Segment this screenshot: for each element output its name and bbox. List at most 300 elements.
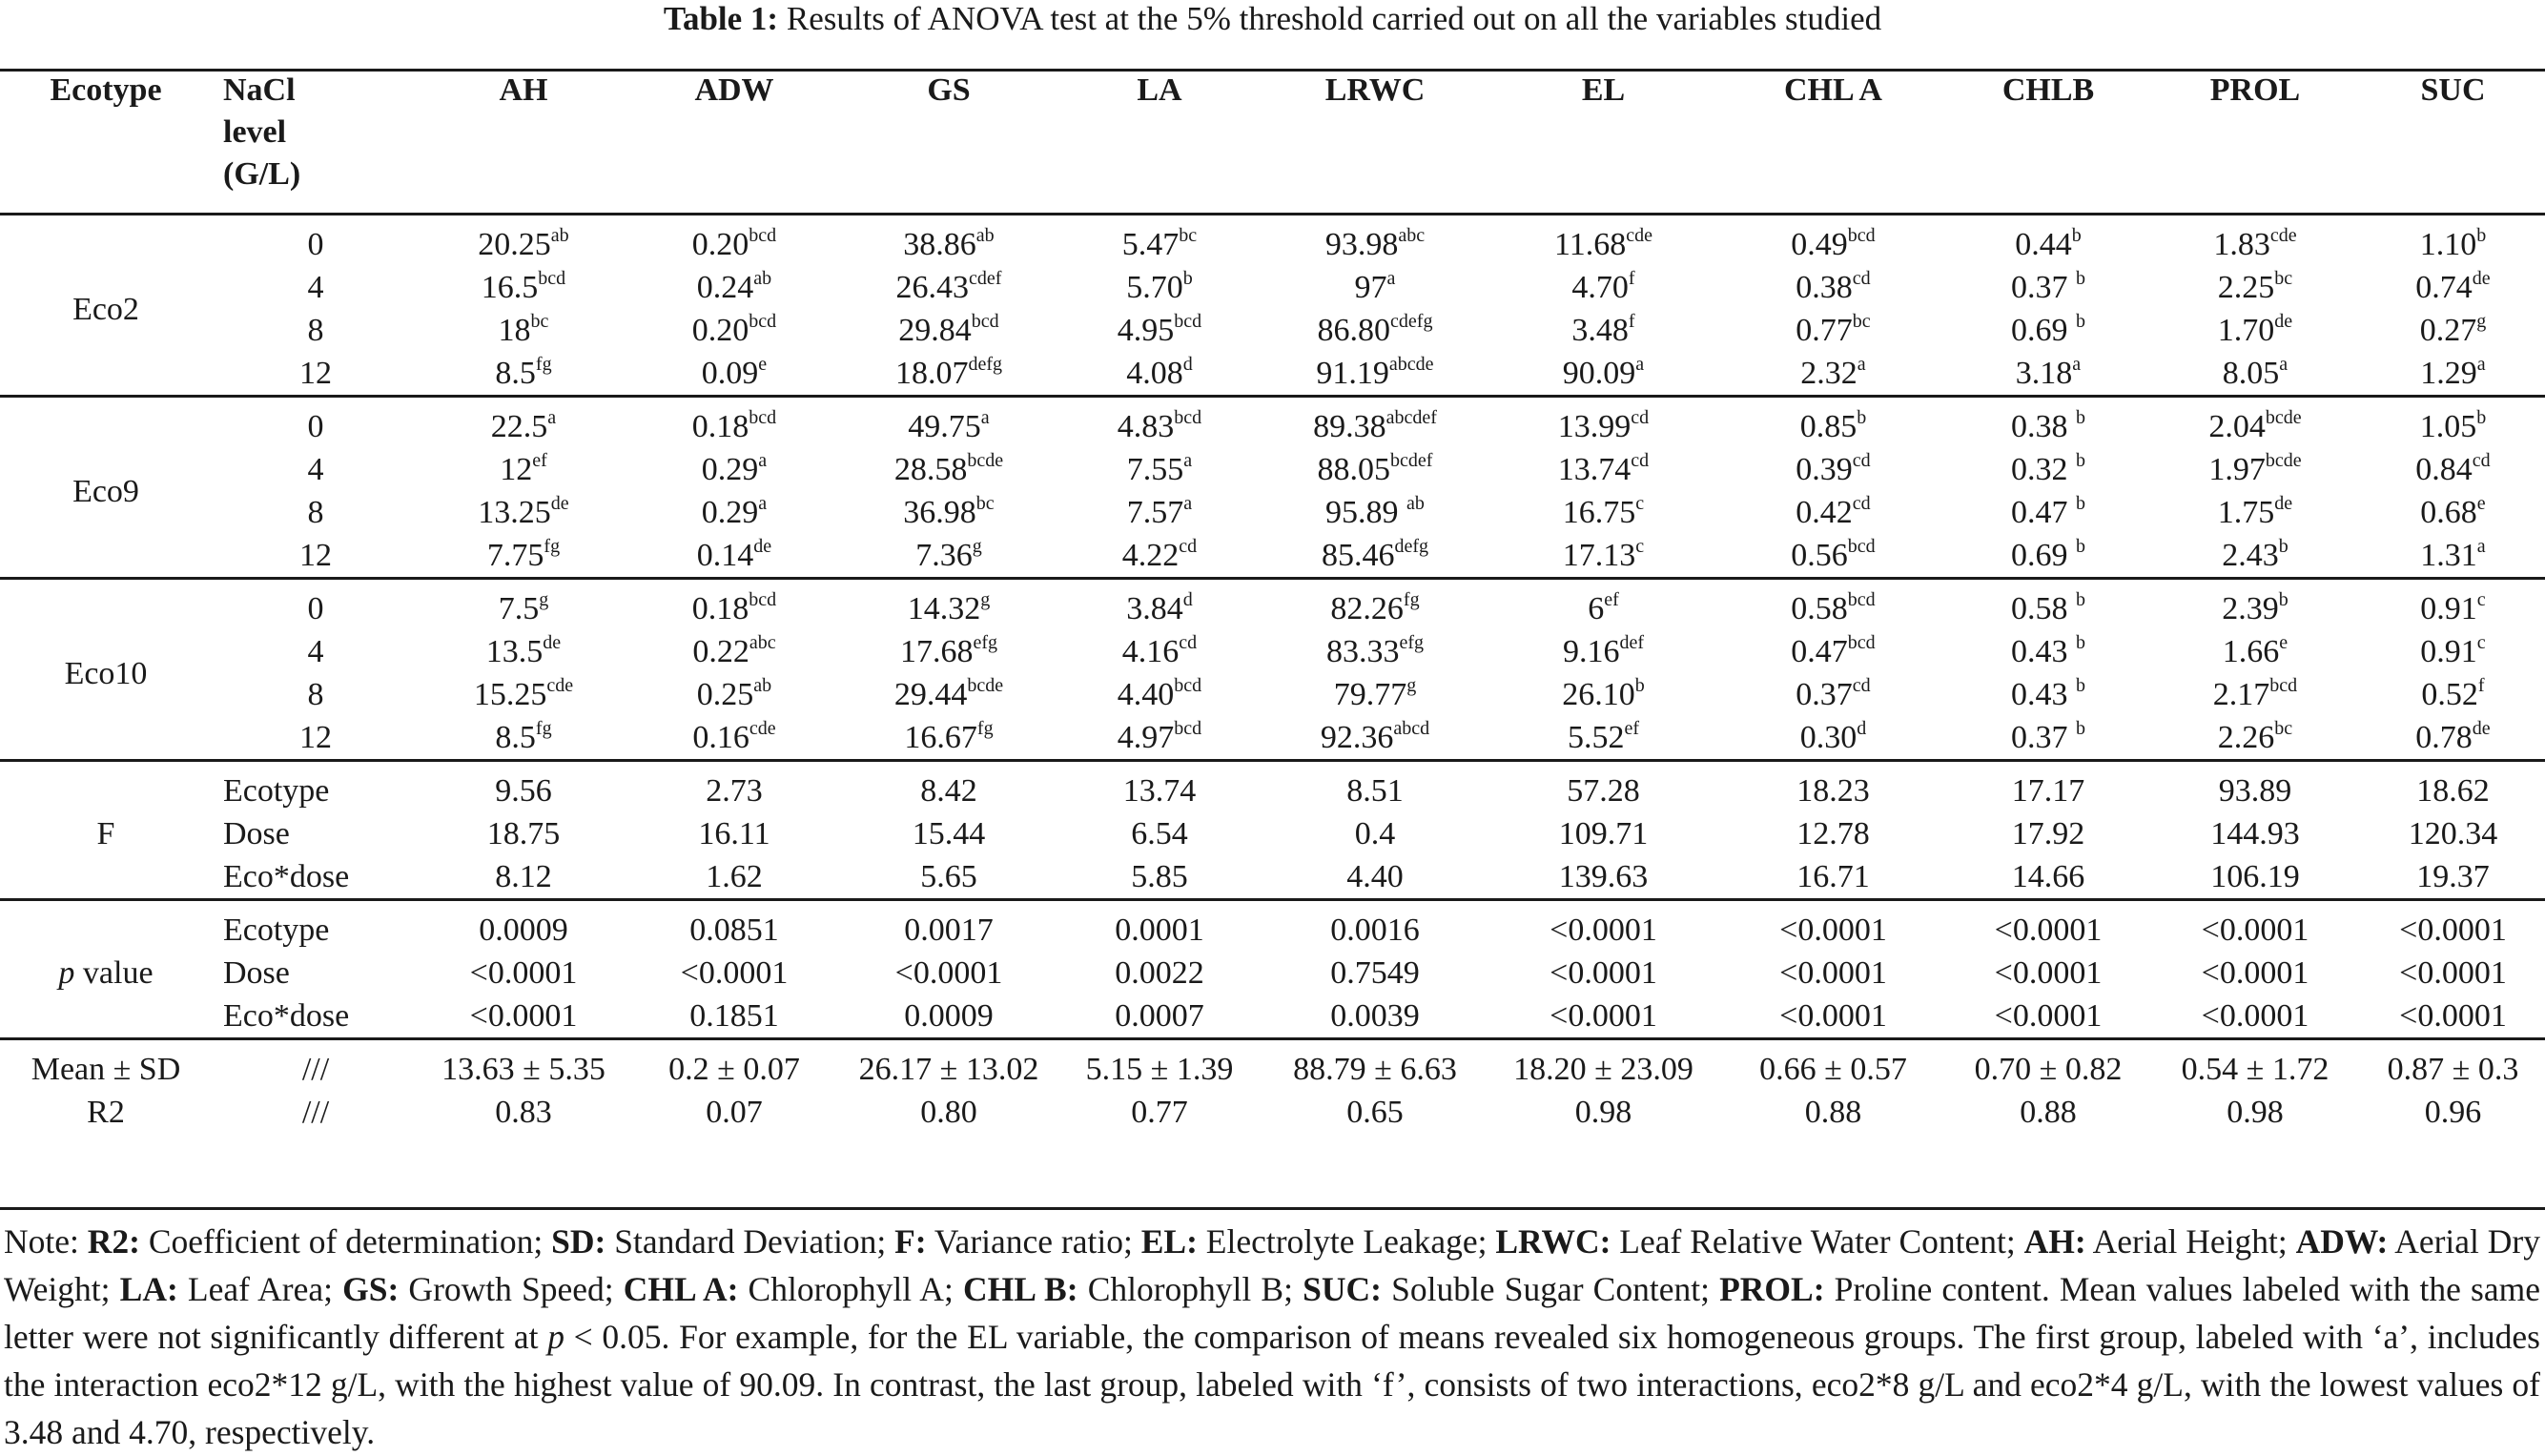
mean-value: 2.32 [1800,356,1857,391]
group-letter: b [2476,407,2487,428]
group-letter: cd [1852,450,1871,471]
nacl-level-value: 8 [307,495,324,530]
p-value: <0.0001 [2149,900,2361,953]
group-letter: e [758,354,768,375]
summary-value: 0.07 [706,1095,763,1130]
f-value: 144.93 [2210,816,2300,851]
mean-value: 92.36 [1320,720,1394,755]
group-letter: b [2076,407,2085,428]
group-letter: bcd [1174,311,1202,332]
mean-cell [1488,352,1719,397]
group-letter: a [1857,354,1866,375]
f-value: 18.75 [486,816,561,851]
mean-cell [1057,215,1262,267]
group-letter: cdefg [1390,311,1433,332]
note-term: CHL B: [962,1270,1078,1308]
mean-cell [1947,491,2149,534]
mean-value: 16.75 [1562,495,1636,530]
mean-cell [1719,673,1947,716]
caption-label: Table 1: [663,0,779,37]
p-value: <0.0001 [469,998,578,1034]
mean-cell [1719,630,1947,673]
mean-value: 0.29 [701,452,759,487]
mean-cell [1057,309,1262,352]
note-sentence-a: Mean values labeled with the same letter were not significantly different at [4,1270,2540,1356]
mean-cell [1947,448,2149,491]
mean-cell [420,215,627,267]
group-letter: a [1386,268,1396,289]
group-letter: cd [1631,407,1650,428]
summary-value: 0.54 ± 1.72 [2149,1039,2361,1092]
column-header: Ecotype [50,72,162,108]
p-value: 0.0022 [1115,955,1204,991]
p-value: 0.0017 [841,900,1057,953]
mean-value: 79.77 [1333,677,1407,712]
mean-cell [627,448,841,491]
note-definition: Aerial Height; [2085,1222,2296,1261]
mean-cell [627,309,841,352]
group-letter: e [2476,493,2486,514]
mean-cell [2361,448,2545,491]
mean-value: 0.16 [692,720,749,755]
mean-value: 0.37 [1796,677,1853,712]
mean-value: 0.43 [2011,634,2076,669]
mean-cell [1719,448,1947,491]
f-value: 19.37 [2416,859,2490,894]
group-letter: g [2476,311,2487,332]
group-letter: bcd [2269,675,2298,696]
table-row [0,491,2545,534]
source-label: Ecotype [212,900,420,953]
p-value: <0.0001 [2399,955,2507,991]
mean-value: 0.22 [692,634,749,669]
mean-value: 85.46 [1321,538,1395,573]
group-letter: fg [976,718,994,739]
column-header-line: level [223,114,287,150]
group-letter: bc [2274,718,2293,739]
mean-cell [1262,448,1488,491]
summary-row [0,1091,2545,1134]
group-letter: ab [753,268,772,289]
column-header: AH [499,72,548,108]
mean-cell [627,215,841,267]
group-letter: cde [749,718,776,739]
group-letter: b [2076,311,2085,332]
mean-value: 17.13 [1562,538,1636,573]
summary-value: 18.20 ± 23.09 [1488,1039,1719,1092]
note-term: SUC: [1303,1270,1382,1308]
mean-value: 0.74 [2415,270,2473,305]
mean-cell [1488,215,1719,267]
mean-value: 15.25 [473,677,547,712]
group-letter: bc [1852,311,1871,332]
mean-cell [2361,491,2545,534]
mean-cell [2361,397,2545,449]
group-letter: bc [1179,225,1198,246]
mean-cell [1719,352,1947,397]
mean-value: 4.08 [1126,356,1183,391]
table-row [0,673,2545,716]
group-letter: bcd [749,407,777,428]
f-value: 0.4 [1354,816,1396,851]
summary-value: 88.79 ± 6.63 [1262,1039,1488,1092]
mean-value: 12 [500,452,533,487]
note-definition: Standard Deviation; [605,1222,895,1261]
f-value: 6.54 [1131,816,1188,851]
group-letter: b [1857,407,1867,428]
mean-value: 13.25 [478,495,551,530]
mean-cell [841,397,1057,449]
group-letter: fg [544,536,561,557]
note-term: GS: [342,1270,400,1308]
mean-cell [1947,534,2149,579]
p-row [0,995,2545,1039]
group-letter: f [1628,311,1635,332]
summary-value: 0.80 [920,1095,977,1130]
table-row [0,352,2545,397]
mean-value: 2.26 [2217,720,2275,755]
group-letter: b [2071,225,2082,246]
mean-cell [2361,716,2545,761]
mean-cell [2149,352,2361,397]
mean-value: 2.17 [2212,677,2270,712]
mean-cell [1057,716,1262,761]
group-letter: b [1634,675,1645,696]
p-label-rest: value [74,955,154,991]
ecotype-label: Eco9 [0,397,212,579]
mean-cell [1488,448,1719,491]
mean-cell [627,673,841,716]
source-label: Eco*dose [223,859,350,894]
mean-value: 7.75 [486,538,544,573]
mean-value: 0.47 [2011,495,2076,530]
note-term: F: [894,1222,927,1261]
group-letter: bcd [749,589,777,610]
nacl-level-value: 8 [307,677,324,712]
p-value: 0.0851 [627,900,841,953]
mean-cell [2149,630,2361,673]
mean-cell [2361,266,2545,309]
mean-value: 1.05 [2419,409,2477,444]
note-definition: Growth Speed; [399,1270,624,1308]
mean-cell [841,630,1057,673]
group-letter: efg [1399,632,1425,653]
mean-value: 13.5 [485,634,544,669]
summary-value: 0.96 [2424,1095,2482,1130]
group-letter: fg [1403,589,1420,610]
source-label: Dose [223,955,290,991]
group-letter: b [2278,536,2288,557]
note-term: PROL: [1719,1270,1825,1308]
ecotype-label: Eco2 [0,215,212,397]
mean-value: 0.37 [2011,720,2076,755]
summary-value: 0.88 [1804,1095,1862,1130]
group-letter: ef [1624,718,1640,739]
mean-value: 97 [1354,270,1387,305]
mean-value: 0.85 [1799,409,1857,444]
f-value: 1.62 [706,859,763,894]
p-value: <0.0001 [1719,900,1947,953]
group-letter: de [2274,311,2293,332]
group-letter: bcde [2265,407,2302,428]
summary-label: Mean ± SD [0,1039,212,1092]
table-note [4,1218,2540,1456]
mean-value: 1.70 [2217,313,2275,348]
mean-cell [420,397,627,449]
group-letter: bcd [971,311,999,332]
mean-value: 0.30 [1799,720,1857,755]
note-term: LRWC: [1495,1222,1611,1261]
note-definition: Variance ratio; [926,1222,1141,1261]
group-letter: bcd [538,268,566,289]
f-row [0,761,2545,813]
group-letter: g [972,536,982,557]
note-term: AH: [2023,1222,2086,1261]
mean-cell [1057,491,1262,534]
mean-cell [1947,716,2149,761]
f-value: 16.11 [698,816,770,851]
group-letter: b [2076,268,2085,289]
mean-value: 11.68 [1553,227,1627,262]
mean-cell [1057,534,1262,579]
f-value: 17.17 [1947,761,2149,813]
mean-cell [627,352,841,397]
mean-cell [841,673,1057,716]
mean-cell [2361,309,2545,352]
group-letter: b [2076,536,2085,557]
p-value: 0.0007 [1115,998,1204,1034]
f-value: 14.66 [2011,859,2085,894]
mean-value: 8.5 [495,720,536,755]
mean-cell [1262,534,1488,579]
mean-value: 0.37 [2011,270,2076,305]
f-value: 8.12 [495,859,552,894]
mean-value: 13.99 [1557,409,1632,444]
group-letter: b [2076,450,2085,471]
note-definition: Leaf Relative Water Content; [1611,1222,2024,1261]
mean-value: 0.91 [2420,591,2477,626]
group-letter: bcd [749,225,777,246]
f-value: 15.44 [912,816,986,851]
group-letter: bcd [1174,718,1202,739]
mean-cell [1947,630,2149,673]
group-letter: bcdef [1390,450,1433,471]
mean-cell [2361,630,2545,673]
group-letter: fg [535,354,552,375]
mean-cell [1057,266,1262,309]
group-letter: b [2076,632,2085,653]
mean-cell [2361,673,2545,716]
mean-value: 0.24 [696,270,754,305]
mean-value: 0.69 [2011,538,2076,573]
nacl-level-value: 12 [299,720,332,755]
mean-value: 4.97 [1117,720,1175,755]
note-term: ADW: [2295,1222,2389,1261]
table-row [0,397,2545,449]
mean-cell [2149,673,2361,716]
mean-cell [627,630,841,673]
mean-cell [2149,448,2361,491]
group-letter: de [2274,493,2293,514]
mean-value: 38.86 [903,227,976,262]
mean-value: 2.25 [2217,270,2275,305]
group-letter: abc [1398,225,1426,246]
f-value: 57.28 [1488,761,1719,813]
table-row [0,716,2545,761]
p-value: <0.0001 [2201,998,2309,1034]
mean-value: 13.74 [1557,452,1632,487]
nacl-level-value: 12 [299,538,332,573]
mean-cell [420,491,627,534]
group-letter: cd [1852,268,1871,289]
mean-cell [841,534,1057,579]
mean-cell [2149,491,2361,534]
mean-value: 4.22 [1121,538,1180,573]
mean-value: 1.75 [2217,495,2275,530]
group-letter: a [2476,536,2486,557]
group-letter: c [2476,589,2486,610]
group-letter: b [2076,675,2085,696]
mean-value: 0.58 [2011,591,2076,626]
mean-cell [1719,266,1947,309]
mean-value: 0.56 [1791,538,1848,573]
table-row [0,630,2545,673]
mean-value: 26.43 [895,270,970,305]
group-letter: a [2072,354,2082,375]
mean-cell [2361,215,2545,267]
summary-value: 0.65 [1346,1095,1404,1130]
group-letter: abcde [1388,354,1434,375]
p-value: <0.0001 [2201,955,2309,991]
mean-cell [2149,215,2361,267]
mean-value: 5.47 [1121,227,1180,262]
mean-cell [841,491,1057,534]
column-header: EL [1581,72,1626,108]
mean-cell [2149,534,2361,579]
note-sentence-b: < 0.05. For example, for the EL variable, the comparison of means revealed six homogeneous groups. The first group, labeled with ‘a’, includes the interaction eco2*12 g/L, with the highest value of 90.09. In contrast, the last group, labeled with ‘f’, consists of two interactions, eco2*8 g/L and eco2*4 g/L, with the lowest values of 3.48 and 4.70, respectively. [4,1318,2540,1451]
p-value: 0.7549 [1330,955,1420,991]
group-letter: abcdef [1385,407,1437,428]
mean-value: 9.16 [1562,634,1620,669]
mean-cell [1719,397,1947,449]
group-letter: ab [1406,493,1425,514]
note-prefix: Note: [4,1222,88,1261]
mean-cell [627,397,841,449]
mean-value: 0.77 [1796,313,1853,348]
column-header: PROL [2209,72,2301,108]
mean-value: 2.39 [2222,591,2279,626]
group-letter: defg [968,354,1003,375]
column-header-line: NaCl [223,72,296,108]
mean-value: 4.16 [1121,634,1180,669]
p-symbol: p [58,955,75,991]
mean-cell [420,448,627,491]
nacl-level-value: 0 [212,579,420,631]
nacl-level-value: 0 [212,397,420,449]
f-value: 8.42 [841,761,1057,813]
f-value: 109.71 [1558,816,1649,851]
mean-cell [1488,266,1719,309]
f-row [0,855,2545,900]
mean-value: 16.5 [481,270,539,305]
mean-value: 0.25 [696,677,754,712]
group-letter: c [2476,632,2486,653]
summary-value: 0.98 [2227,1095,2284,1130]
mean-value: 0.84 [2415,452,2473,487]
f-value: 139.63 [1558,859,1649,894]
table-row [0,534,2545,579]
group-letter: fg [535,718,552,739]
mean-cell [2149,716,2361,761]
mean-cell [1262,309,1488,352]
group-letter: a [1183,493,1193,514]
p-value: <0.0001 [680,955,789,991]
group-letter: a [547,407,557,428]
mean-value: 3.48 [1571,313,1629,348]
mean-value: 49.75 [908,409,981,444]
f-value: 2.73 [627,761,841,813]
group-letter: b [2278,589,2288,610]
group-letter: bc [2274,268,2293,289]
mean-value: 86.80 [1317,313,1391,348]
mean-value: 7.55 [1126,452,1184,487]
summary-value: 13.63 ± 5.35 [420,1039,627,1092]
group-letter: cdef [969,268,1002,289]
mean-cell [1057,673,1262,716]
p-value: <0.0001 [894,955,1003,991]
mean-cell [2361,534,2545,579]
mean-value: 89.38 [1313,409,1386,444]
mean-cell [627,716,841,761]
mean-cell [841,579,1057,631]
mean-cell [420,673,627,716]
note-definition: Coefficient of determination; [139,1222,552,1261]
group-letter: b [2076,589,2085,610]
summary-value: 26.17 ± 13.02 [841,1039,1057,1092]
note-p-symbol: p [547,1318,564,1356]
mean-cell [1719,309,1947,352]
mean-value: 3.18 [2015,356,2073,391]
group-letter: bcd [749,311,777,332]
source-label: Dose [223,816,290,851]
group-letter: g [539,589,549,610]
summary-mark: /// [212,1039,420,1092]
column-header-nacl-level [212,70,420,215]
mean-value: 4.40 [1117,677,1175,712]
summary-row [0,1039,2545,1092]
group-letter: a [758,493,768,514]
group-letter: bcde [2265,450,2302,471]
group-letter: bcd [1847,225,1876,246]
f-value: 106.19 [2210,859,2300,894]
p-value: <0.0001 [1779,955,1887,991]
p-value: 0.0001 [1057,900,1262,953]
group-letter: d [1857,718,1867,739]
p-value: 0.0016 [1262,900,1488,953]
source-label: Eco*dose [223,998,350,1034]
mean-value: 26.10 [1562,677,1635,712]
mean-value: 0.91 [2420,634,2477,669]
group-letter: e [2279,632,2288,653]
group-letter: abcd [1393,718,1430,739]
group-letter: b [2476,225,2487,246]
note-definition: Proline content. [1824,1270,2060,1308]
note-definition: Electrolyte Leakage; [1197,1222,1496,1261]
mean-value: 91.19 [1316,356,1389,391]
p-value: <0.0001 [469,955,578,991]
nacl-level-value: 8 [307,313,324,348]
group-letter: d [1182,589,1193,610]
